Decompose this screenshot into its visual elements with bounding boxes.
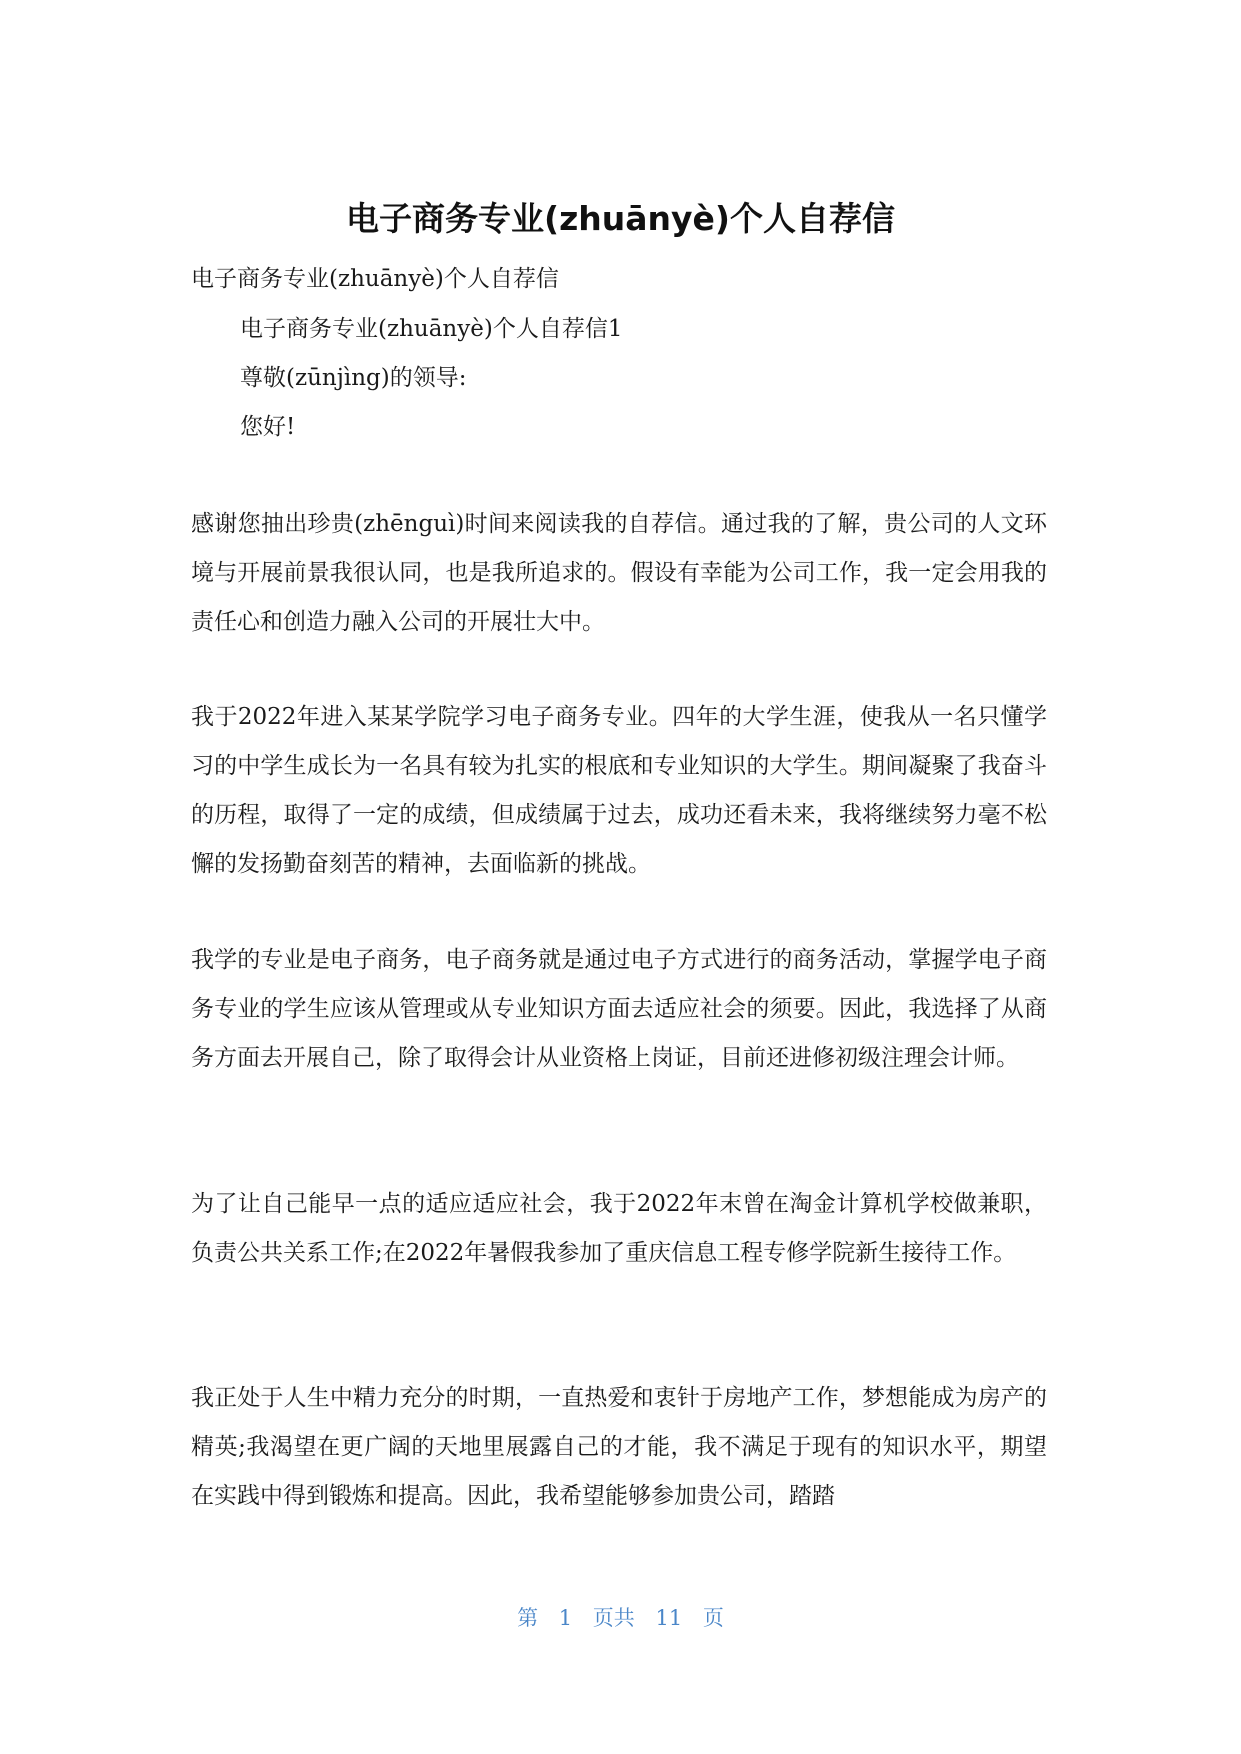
body-paragraph: 我学的专业是电子商务，电子商务就是通过电子方式进行的商务活动，掌握学电子商务专业的学生应该从管理或从专业知识方面去适应社会的须要。因此，我选择了从商务方面去开展自己，除了取得会计从业资格上岗证，目前还进修初级注理会计师。 <box>191 947 1047 1071</box>
heading-line: 电子商务专业(zhuānyè)个人自荐信 <box>191 266 559 292</box>
page-number-footer: 第 1 页共 11 页 <box>517 1606 724 1630</box>
body-paragraph: 为了让自己能早一点的适应适应社会，我于2022年末曾在淘金计算机学校做兼职，负责公共关系工作;在2022年暑假我参加了重庆信息工程专修学院新生接待工作。 <box>191 1191 1047 1266</box>
sub-heading: 电子商务专业(zhuānyè)个人自荐信1 <box>240 316 623 342</box>
document-title: 电子商务专业(zhuānyè)个人自荐信 <box>345 199 895 238</box>
body-paragraph: 我于2022年进入某某学院学习电子商务专业。四年的大学生涯，使我从一名只懂学习的中学生成长为一名具有较为扎实的根底和专业知识的大学生。期间凝聚了我奋斗的历程，取得了一定的成绩，但成绩属于过去，成功还看未来，我将继续努力毫不松懈的发扬勤奋刻苦的精神，去面临新的挑战。 <box>191 704 1047 877</box>
salutation: 尊敬(zūnjìng)的领导: <box>240 365 467 391</box>
greeting: 您好! <box>240 414 296 440</box>
body-paragraph: 我正处于人生中精力充分的时期，一直热爱和衷针于房地产工作，梦想能成为房产的精英;我渴望在更广阔的天地里展露自己的才能，我不满足于现有的知识水平，期望在实践中得到锻炼和提高。因此，我希望能够参加贵公司，踏踏 <box>191 1385 1047 1509</box>
body-paragraph: 感谢您抽出珍贵(zhēnguì)时间来阅读我的自荐信。通过我的了解，贵公司的人文环境与开展前景我很认同，也是我所追求的。假设有幸能为公司工作，我一定会用我的责任心和创造力融入公司的开展壮大中。 <box>191 511 1047 635</box>
